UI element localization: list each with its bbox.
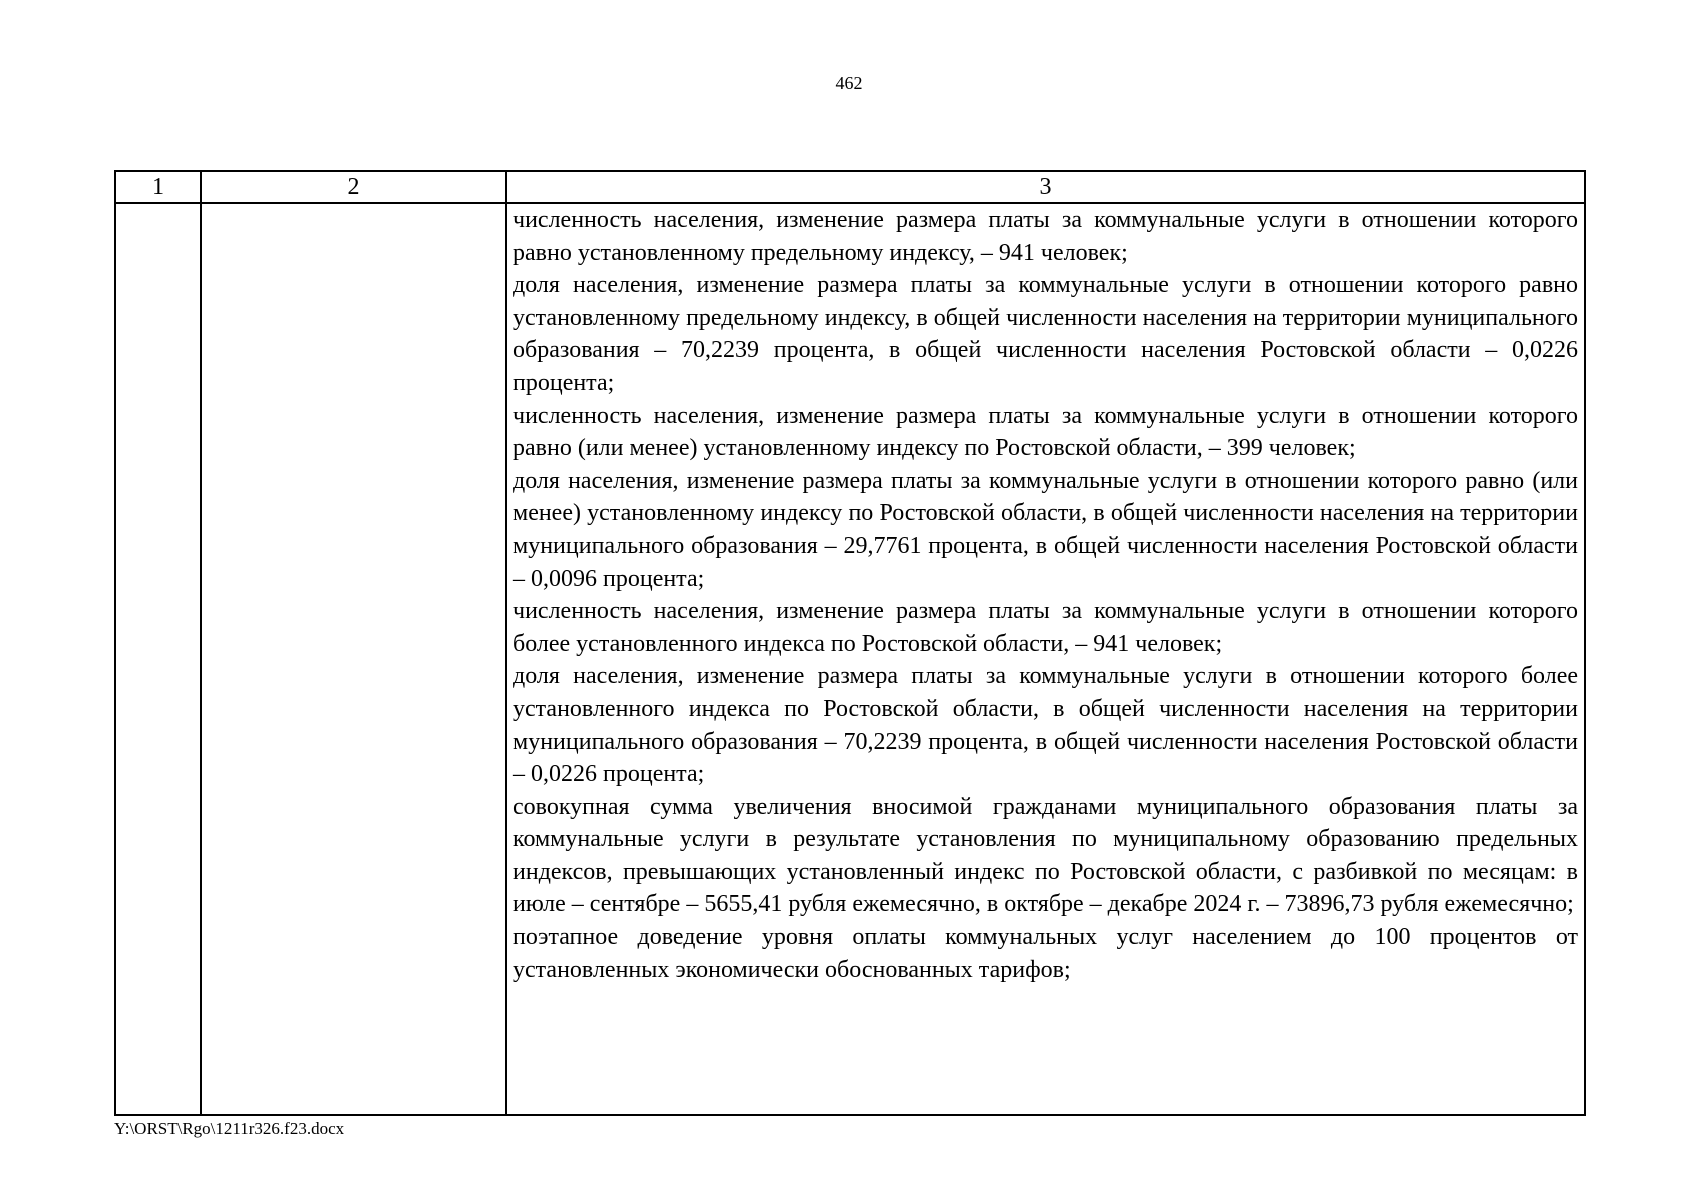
- paragraph-payment-level: поэтапное доведение уровня оплаты коммунальных услуг населением до 100 процентов от установленных экономически обоснованных тарифов;: [513, 924, 1578, 983]
- column-header-1: 1: [115, 171, 201, 203]
- column-header-3: 3: [506, 171, 1585, 203]
- table-row: [115, 203, 1585, 1115]
- paragraph-total-increase-sum: совокупная сумма увеличения вносимой гражданами муниципального образования платы за коммунальные услуги в результате установления по муниципальному образованию предельных индексов, превышающих установленный индекс по Ростовской области, с разбивкой по месяцам: в июле – сентябре – 5655,41 рубля ежемесячно, в октябре – декабре 2024 г. – 73896,73 рубля ежемесячно;: [513, 793, 1578, 918]
- table-cell-col1: [115, 203, 201, 1115]
- table-header-row: [115, 171, 1585, 203]
- paragraph-population-equal-or-less-index: численность населения, изменение размера платы за коммунальные услуги в отношении которого равно (или менее) установленному индексу по Ростовской области, – 399 человек;: [513, 402, 1578, 462]
- paragraph-population-equal-limit: численность населения, изменение размера платы за коммунальные услуги в отношении которого равно установленному предельному индексу, – 941 человек;: [513, 207, 1578, 266]
- page-number: 462: [835, 73, 863, 93]
- column-header-2: 2: [201, 171, 506, 203]
- paragraph-population-above-index: численность населения, изменение размера платы за коммунальные услуги в отношении которого более установленного индекса по Ростовской области, – 941 человек;: [513, 598, 1578, 657]
- table-cell-col3: [506, 203, 1585, 1115]
- footer-file-path: Y:\ORST\Rgo\1211r326.f23.docx: [114, 1119, 345, 1138]
- paragraph-share-above-index: доля населения, изменение размера платы за коммунальные услуги в отношении которого более установленного индекса по Ростовской области, в общей численности населения на территории муниципального образования – 70,2239 процента, в общей численности населения Ростовской области – 0,0226 процента;: [513, 663, 1578, 788]
- paragraph-share-equal-or-less-index: доля населения, изменение размера платы за коммунальные услуги в отношении которого равно (или менее) установленному индексу по Ростовской области, в общей численности населения на территории муниципального образования – 29,7761 процента, в общей численности населения Ростовской области – 0,0096 процента;: [513, 467, 1578, 592]
- document-table: [114, 170, 1586, 1116]
- paragraph-share-equal-limit: доля населения, изменение размера платы за коммунальные услуги в отношении которого равно установленному предельному индексу, в общей численности населения на территории муниципального образования – 70,2239 процента, в общей численности населения Ростовской области – 0,0226 процента;: [513, 272, 1578, 396]
- table-cell-col2: [201, 203, 506, 1115]
